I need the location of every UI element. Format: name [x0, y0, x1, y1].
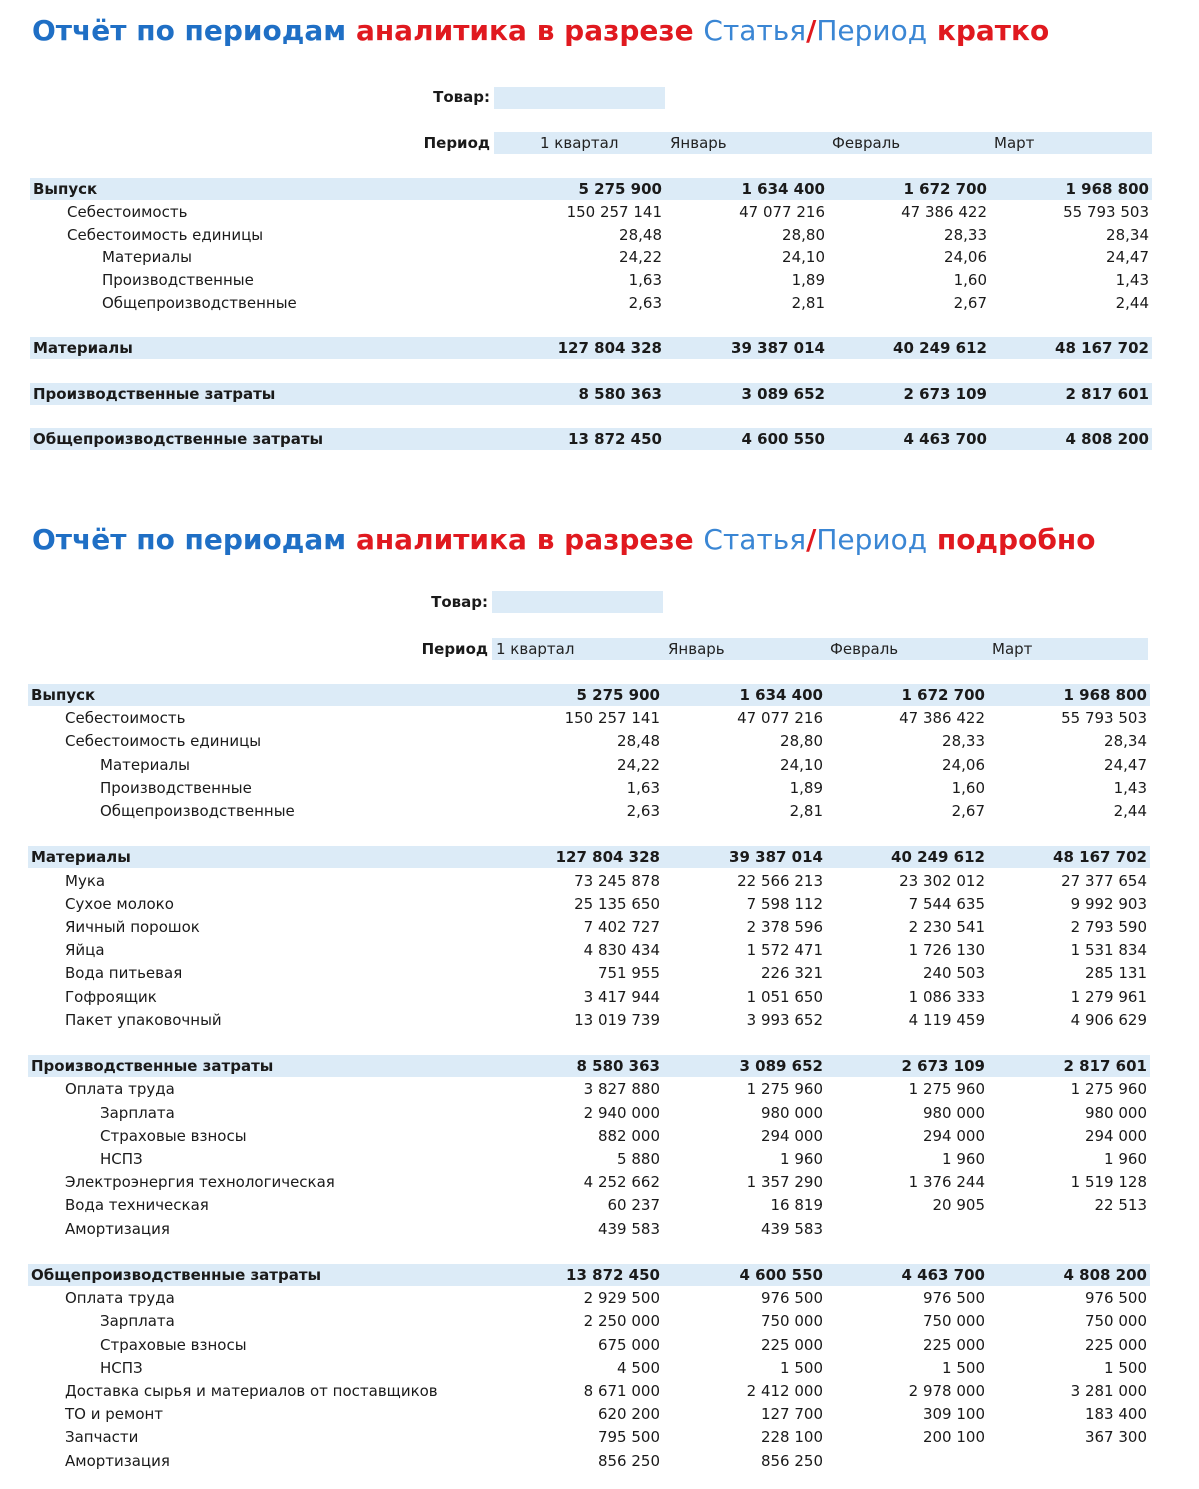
value-feb: 240 503 — [922, 964, 985, 983]
value-q1: 13 019 739 — [574, 1010, 660, 1029]
value-q1: 795 500 — [597, 1428, 660, 1447]
period-feb: Февраль — [830, 640, 899, 658]
value-jan: 1 500 — [780, 1358, 823, 1377]
value-q1: 24,22 — [617, 755, 660, 774]
value-q1: 24,22 — [619, 248, 662, 267]
value-jan: 976 500 — [760, 1289, 823, 1308]
row-label: Общепроизводственные затраты — [31, 1266, 322, 1284]
row-label: Себестоимость единицы — [65, 732, 262, 751]
period-header — [492, 638, 1148, 660]
value-q1: 1,63 — [626, 778, 660, 797]
value-jan: 16 819 — [770, 1196, 823, 1215]
value-feb: 4 463 700 — [903, 430, 987, 449]
row-label: Мука — [65, 871, 106, 890]
value-mar: 225 000 — [1084, 1335, 1147, 1354]
value-feb: 28,33 — [944, 225, 987, 244]
value-q1: 8 580 363 — [578, 384, 662, 403]
value-q1: 3 827 880 — [583, 1080, 660, 1099]
value-mar: 3 281 000 — [1070, 1382, 1147, 1400]
value-jan: 3 993 652 — [746, 1010, 823, 1029]
value-jan: 1 275 960 — [746, 1080, 823, 1099]
title-part-2: аналитика в разрезе — [355, 14, 694, 47]
row-label: НСПЗ — [100, 1358, 143, 1377]
row-label: Страховые взносы — [100, 1335, 247, 1354]
row-label: Общепроизводственные — [102, 293, 297, 312]
row-label: Зарплата — [100, 1312, 175, 1331]
value-q1: 882 000 — [597, 1126, 660, 1145]
value-q1: 1,63 — [628, 271, 662, 289]
row-label: Вода техническая — [65, 1196, 209, 1215]
value-q1: 5 880 — [617, 1150, 660, 1168]
value-feb: 1 726 130 — [908, 941, 985, 960]
value-mar: 1,43 — [1113, 778, 1147, 797]
title-part-2: аналитика в разрезе — [355, 523, 694, 556]
table-row — [30, 201, 1152, 223]
value-feb: 1 275 960 — [908, 1080, 985, 1099]
value-mar: 55 793 503 — [1061, 709, 1147, 728]
value-jan: 1,89 — [791, 271, 825, 289]
value-mar: 4 808 200 — [1065, 430, 1149, 449]
row-label: Материалы — [31, 848, 131, 867]
period-mar: Март — [992, 640, 1033, 658]
value-feb: 2,67 — [951, 802, 985, 820]
row-label: Доставка сырья и материалов от поставщиков — [65, 1382, 438, 1400]
table-row — [28, 1194, 1150, 1216]
value-mar: 4 906 629 — [1070, 1010, 1147, 1029]
value-feb: 40 249 612 — [893, 339, 987, 358]
value-q1: 150 257 141 — [564, 709, 660, 728]
table-row — [28, 707, 1150, 729]
table-row — [28, 1357, 1150, 1379]
value-feb: 40 249 612 — [891, 848, 985, 867]
value-q1: 439 583 — [597, 1219, 660, 1238]
value-q1: 856 250 — [597, 1451, 660, 1470]
row-label: Общепроизводственные затраты — [33, 430, 324, 449]
table-row — [28, 893, 1150, 915]
table-row — [30, 269, 1152, 291]
report-title — [32, 14, 1049, 47]
value-mar: 24,47 — [1106, 248, 1149, 267]
value-q1: 28,48 — [619, 225, 662, 244]
value-mar: 183 400 — [1084, 1405, 1147, 1424]
value-jan: 1 960 — [780, 1150, 823, 1168]
value-q1: 127 804 328 — [555, 848, 660, 867]
value-q1: 127 804 328 — [557, 339, 662, 358]
table-row — [30, 246, 1152, 268]
value-jan: 1 634 400 — [741, 180, 825, 198]
row-label: Страховые взносы — [100, 1126, 247, 1145]
period-header — [494, 132, 1152, 154]
value-q1: 8 671 000 — [583, 1382, 660, 1400]
value-q1: 73 245 878 — [574, 871, 660, 890]
table-row — [28, 777, 1150, 799]
table-row — [30, 292, 1152, 314]
title-part-6: кратко — [936, 14, 1050, 47]
title-part-5: Период — [816, 523, 928, 556]
value-q1: 4 500 — [617, 1358, 660, 1377]
value-feb: 980 000 — [922, 1103, 985, 1122]
value-q1: 8 580 363 — [576, 1057, 660, 1076]
table-row — [28, 1078, 1150, 1100]
table-row — [28, 1310, 1150, 1332]
period-jan: Январь — [670, 134, 727, 152]
section-row — [28, 1055, 1150, 1077]
row-label: Выпуск — [33, 180, 98, 198]
product-filter-label: Товар: — [433, 88, 490, 106]
section-row — [28, 1264, 1150, 1286]
value-jan: 3 089 652 — [739, 1057, 823, 1076]
table-row — [28, 939, 1150, 961]
row-label: ТО и ремонт — [65, 1405, 164, 1424]
value-feb: 2 673 109 — [901, 1057, 985, 1076]
row-label: Материалы — [102, 248, 192, 267]
row-label: Производственные — [102, 271, 254, 289]
value-feb: 225 000 — [922, 1335, 985, 1354]
row-label: Гофроящик — [65, 987, 157, 1006]
value-jan: 2,81 — [791, 293, 825, 312]
value-q1: 2 940 000 — [583, 1103, 660, 1122]
value-feb: 23 302 012 — [899, 871, 985, 890]
period-feb: Февраль — [832, 134, 901, 152]
value-q1: 5 275 900 — [578, 180, 662, 198]
value-jan: 47 077 216 — [737, 709, 823, 728]
table-row — [30, 224, 1152, 246]
row-label: Яичный порошок — [65, 918, 200, 936]
row-label: Амортизация — [65, 1219, 170, 1238]
value-mar: 2 817 601 — [1065, 384, 1149, 403]
value-mar: 1 275 960 — [1070, 1080, 1147, 1099]
table-row — [28, 1334, 1150, 1356]
table-row — [28, 800, 1150, 822]
period-jan: Январь — [668, 640, 725, 658]
value-q1: 60 237 — [607, 1196, 660, 1215]
value-mar: 22 513 — [1094, 1196, 1147, 1215]
value-feb: 1 960 — [942, 1150, 985, 1168]
row-label: Производственные затраты — [33, 384, 276, 403]
value-feb: 1 672 700 — [901, 686, 985, 704]
row-label: Выпуск — [31, 686, 96, 704]
value-q1: 5 275 900 — [576, 686, 660, 704]
value-mar: 980 000 — [1084, 1103, 1147, 1122]
value-mar: 2,44 — [1113, 802, 1147, 820]
table-row — [28, 1218, 1150, 1240]
value-q1: 13 872 450 — [566, 1266, 660, 1284]
table-row — [28, 1287, 1150, 1309]
value-feb: 976 500 — [922, 1289, 985, 1308]
value-jan: 39 387 014 — [729, 848, 823, 867]
row-label: Производственные — [100, 778, 252, 797]
value-mar: 1 519 128 — [1070, 1173, 1147, 1192]
value-feb: 2 230 541 — [908, 918, 985, 936]
value-jan: 750 000 — [760, 1312, 823, 1331]
value-mar: 55 793 503 — [1063, 202, 1149, 221]
value-feb: 200 100 — [922, 1428, 985, 1447]
value-mar: 28,34 — [1106, 225, 1149, 244]
title-part-4: / — [806, 14, 817, 47]
value-jan: 980 000 — [760, 1103, 823, 1122]
value-jan: 39 387 014 — [731, 339, 825, 358]
section-row — [28, 846, 1150, 868]
row-label: Запчасти — [65, 1428, 139, 1447]
table-row — [28, 730, 1150, 752]
value-jan: 3 089 652 — [741, 384, 825, 403]
value-mar: 1 279 961 — [1070, 987, 1147, 1006]
value-mar: 1,43 — [1115, 271, 1149, 289]
table-row — [28, 986, 1150, 1008]
value-jan: 28,80 — [780, 732, 823, 751]
value-feb: 2 673 109 — [903, 384, 987, 403]
value-jan: 4 600 550 — [741, 430, 825, 449]
value-mar: 1 960 — [1104, 1150, 1147, 1168]
value-q1: 3 417 944 — [583, 987, 660, 1006]
row-label: Материалы — [100, 755, 190, 774]
value-feb: 1,60 — [951, 778, 985, 797]
period-label: Период — [421, 640, 488, 658]
product-filter-input[interactable] — [494, 87, 665, 109]
value-feb: 309 100 — [922, 1405, 985, 1424]
value-mar: 4 808 200 — [1063, 1266, 1147, 1284]
row-label: Производственные затраты — [31, 1057, 274, 1076]
value-mar: 2,44 — [1115, 293, 1149, 312]
value-jan: 225 000 — [760, 1335, 823, 1354]
value-q1: 2,63 — [626, 802, 660, 820]
value-feb: 1 376 244 — [908, 1173, 985, 1192]
value-mar: 1 500 — [1104, 1358, 1147, 1377]
value-mar: 976 500 — [1084, 1289, 1147, 1308]
table-row — [28, 754, 1150, 776]
table-row — [28, 870, 1150, 892]
table-row — [28, 1450, 1150, 1472]
value-q1: 7 402 727 — [583, 918, 660, 936]
value-feb: 1 500 — [942, 1358, 985, 1377]
value-jan: 2,81 — [789, 802, 823, 820]
value-jan: 28,80 — [782, 225, 825, 244]
value-q1: 4 830 434 — [583, 941, 660, 960]
title-part-1: Отчёт по периодам — [32, 523, 347, 556]
title-part-5: Период — [816, 14, 928, 47]
value-jan: 4 600 550 — [739, 1266, 823, 1284]
value-feb: 24,06 — [942, 755, 985, 774]
title-part-6: подробно — [936, 523, 1096, 556]
value-jan: 2 378 596 — [746, 918, 823, 936]
value-jan: 1 572 471 — [746, 941, 823, 960]
row-label: НСПЗ — [100, 1150, 143, 1168]
value-jan: 22 566 213 — [737, 871, 823, 890]
value-mar: 367 300 — [1084, 1428, 1147, 1447]
value-feb: 47 386 422 — [901, 202, 987, 221]
row-label: Яйца — [65, 941, 105, 960]
value-jan: 1 634 400 — [739, 686, 823, 704]
value-mar: 27 377 654 — [1061, 871, 1147, 890]
value-jan: 228 100 — [760, 1428, 823, 1447]
row-label: Оплата труда — [65, 1080, 175, 1099]
value-feb: 1 672 700 — [903, 180, 987, 198]
period-label: Период — [423, 134, 490, 152]
value-jan: 47 077 216 — [739, 202, 825, 221]
row-label: Себестоимость — [67, 202, 188, 221]
value-q1: 13 872 450 — [568, 430, 662, 449]
row-label: Амортизация — [65, 1451, 170, 1470]
section-row — [28, 684, 1150, 706]
value-jan: 439 583 — [760, 1219, 823, 1238]
row-label: Сухое молоко — [65, 894, 174, 913]
value-mar: 28,34 — [1104, 732, 1147, 751]
value-feb: 47 386 422 — [899, 709, 985, 728]
table-row — [28, 1171, 1150, 1193]
value-feb: 24,06 — [944, 248, 987, 267]
table-row — [28, 1426, 1150, 1448]
value-jan: 856 250 — [760, 1451, 823, 1470]
value-jan: 24,10 — [780, 755, 823, 774]
value-q1: 4 252 662 — [583, 1173, 660, 1192]
value-q1: 620 200 — [597, 1405, 660, 1424]
row-label: Материалы — [33, 339, 133, 358]
value-mar: 1 531 834 — [1070, 941, 1147, 960]
value-jan: 127 700 — [760, 1405, 823, 1424]
value-jan: 1,89 — [789, 778, 823, 797]
value-q1: 28,48 — [617, 732, 660, 751]
value-q1: 150 257 141 — [566, 202, 662, 221]
table-row — [28, 916, 1150, 938]
value-mar: 2 793 590 — [1070, 918, 1147, 936]
title-part-1: Отчёт по периодам — [32, 14, 347, 47]
value-feb: 1 086 333 — [908, 987, 985, 1006]
table-row — [28, 1148, 1150, 1170]
value-jan: 1 357 290 — [746, 1173, 823, 1192]
table-row — [28, 962, 1150, 984]
row-label: Зарплата — [100, 1103, 175, 1122]
value-jan: 7 598 112 — [746, 894, 823, 913]
value-mar: 1 968 800 — [1065, 180, 1149, 198]
value-jan: 24,10 — [782, 248, 825, 267]
period-mar: Март — [994, 134, 1035, 152]
value-feb: 750 000 — [922, 1312, 985, 1331]
section-row — [30, 178, 1152, 200]
report-title — [32, 523, 1095, 556]
value-feb: 2,67 — [953, 293, 987, 312]
value-mar: 48 167 702 — [1053, 848, 1147, 867]
value-jan: 1 051 650 — [746, 987, 823, 1006]
value-jan: 2 412 000 — [746, 1382, 823, 1400]
value-mar: 9 992 903 — [1070, 894, 1147, 913]
value-feb: 4 119 459 — [908, 1010, 985, 1029]
value-q1: 2 929 500 — [583, 1289, 660, 1308]
period-q1: 1 квартал — [540, 134, 619, 152]
row-label: Электроэнергия технологическая — [65, 1173, 335, 1192]
value-feb: 20 905 — [932, 1196, 985, 1215]
value-mar: 1 968 800 — [1063, 686, 1147, 704]
value-jan: 294 000 — [760, 1126, 823, 1145]
value-feb: 7 544 635 — [908, 894, 985, 913]
value-q1: 2,63 — [628, 293, 662, 312]
row-label: Общепроизводственные — [100, 802, 295, 820]
value-feb: 294 000 — [922, 1126, 985, 1145]
row-label: Оплата труда — [65, 1289, 175, 1308]
row-label: Себестоимость — [65, 709, 186, 728]
value-mar: 750 000 — [1084, 1312, 1147, 1331]
value-q1: 751 955 — [597, 964, 660, 983]
table-row — [28, 1403, 1150, 1425]
section-row — [30, 337, 1152, 359]
value-mar: 24,47 — [1104, 755, 1147, 774]
row-label: Себестоимость единицы — [67, 225, 264, 244]
value-mar: 285 131 — [1084, 964, 1147, 983]
period-q1: 1 квартал — [496, 640, 575, 658]
value-q1: 675 000 — [597, 1335, 660, 1354]
value-mar: 294 000 — [1084, 1126, 1147, 1145]
table-row — [28, 1102, 1150, 1124]
table-row — [28, 1009, 1150, 1031]
section-row — [30, 383, 1152, 405]
section-row — [30, 428, 1152, 450]
value-q1: 2 250 000 — [583, 1312, 660, 1331]
table-row — [28, 1380, 1150, 1402]
title-part-4: / — [806, 523, 817, 556]
title-part-3: Статья — [703, 14, 807, 47]
table-row — [28, 1125, 1150, 1147]
value-feb: 4 463 700 — [901, 1266, 985, 1284]
value-feb: 1,60 — [953, 271, 987, 289]
value-mar: 2 817 601 — [1063, 1057, 1147, 1076]
product-filter-label: Товар: — [431, 593, 488, 611]
value-jan: 226 321 — [760, 964, 823, 983]
value-feb: 28,33 — [942, 732, 985, 751]
row-label: Пакет упаковочный — [65, 1010, 222, 1029]
row-label: Вода питьевая — [65, 964, 183, 983]
value-mar: 48 167 702 — [1055, 339, 1149, 358]
product-filter-input[interactable] — [492, 591, 663, 613]
value-feb: 2 978 000 — [908, 1382, 985, 1400]
value-q1: 25 135 650 — [574, 894, 660, 913]
title-part-3: Статья — [703, 523, 807, 556]
